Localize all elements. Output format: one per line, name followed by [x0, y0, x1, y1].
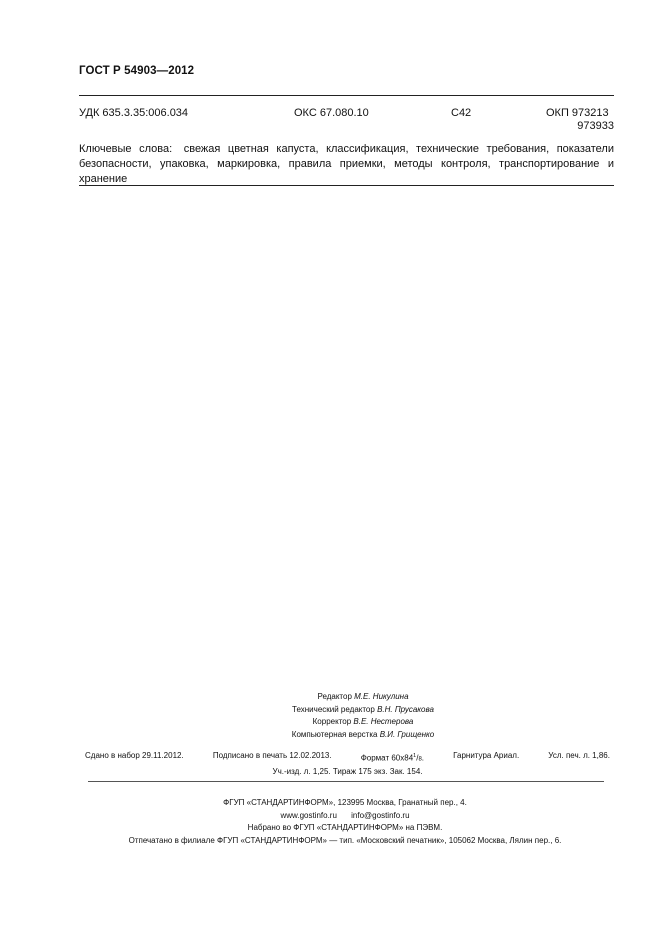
top-divider — [79, 95, 614, 96]
typeset-note: Набрано во ФГУП «СТАНДАРТИНФОРМ» на ПЭВМ. — [247, 823, 443, 832]
keywords-text: свежая цветная капуста, классификация, технические требования, показатели безопасности, упаковка, маркировка, правила приемки, методы контроля, транспортирование и хранение — [79, 143, 614, 185]
footer-divider — [88, 781, 604, 782]
credits-block — [190, 691, 536, 741]
oks-code: ОКС 67.080.10 — [294, 107, 369, 119]
publisher-contacts — [80, 810, 610, 823]
keywords-paragraph — [79, 142, 614, 187]
submitted-date: Сдано в набор 29.11.2012. — [85, 751, 184, 760]
typeface: Гарнитура Ариал. — [453, 751, 520, 760]
print-info — [85, 750, 610, 779]
publisher-block — [80, 797, 610, 847]
printed-note: Отпечатано в филиале ФГУП «СТАНДАРТИНФОРМ» — тип. «Московский печатник», 105062 Москва, Лялин пер., 6. — [128, 835, 562, 845]
credit-tech-editor: Технический редактор В.Н. Прусакова — [292, 704, 434, 714]
print-sheets: Усл. печ. л. 1,86. — [548, 751, 610, 760]
okp-code-second: 973933 — [577, 120, 614, 132]
print-run-info: Уч.-изд. л. 1,25. Тираж 175 экз. Зак. 154. — [272, 767, 423, 777]
publisher-website[interactable]: www.gostinfo.ru — [280, 810, 337, 820]
udk-code: УДК 635.3.35:006.034 — [79, 107, 189, 119]
keywords-divider — [79, 185, 614, 186]
document-title: ГОСТ Р 54903—2012 — [79, 65, 195, 77]
okp-code: ОКП 973213 — [546, 107, 609, 119]
standard-group-code: С42 — [451, 107, 472, 119]
credit-proofreader: Корректор В.Е. Нестерова — [312, 717, 414, 726]
keywords-label: Ключевые слова: — [79, 143, 173, 155]
credit-editor: Редактор М.Е. Никулина — [317, 692, 409, 701]
signed-date: Подписано в печать 12.02.2013. — [212, 751, 332, 760]
paper-format: Формат $60х84^1/8$. — [360, 753, 425, 763]
publisher-email[interactable]: info@gostinfo.ru — [351, 810, 410, 820]
credit-layout: Компьютерная верстка В.И. Грищенко — [291, 729, 435, 739]
publisher-address: ФГУП «СТАНДАРТИНФОРМ», 123995 Москва, Гранатный пер., 4. — [223, 798, 467, 807]
